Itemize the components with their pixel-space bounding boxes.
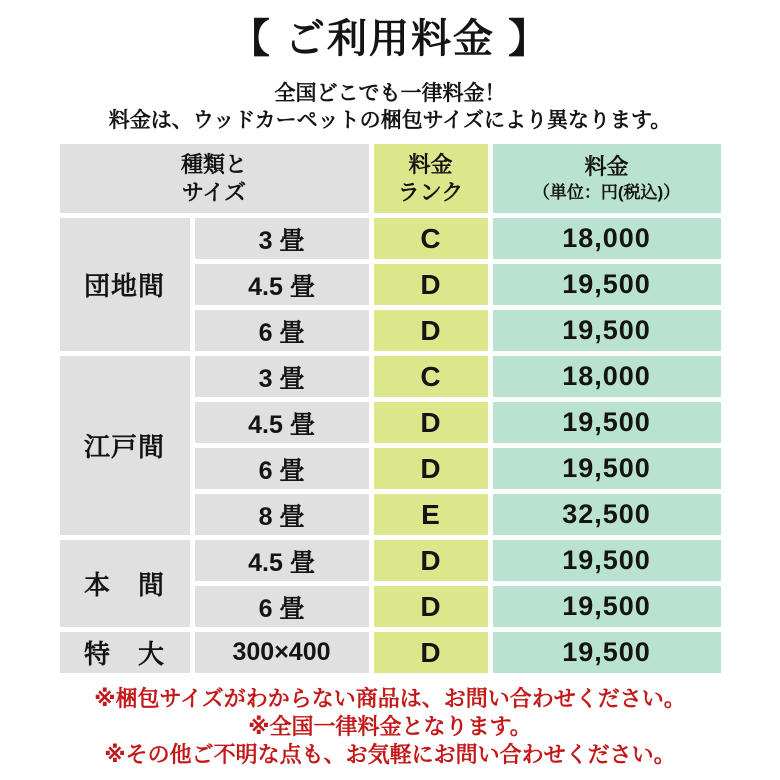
price-cell: 18,000 xyxy=(493,356,721,397)
header-price-line1: 料金 xyxy=(584,153,629,179)
size-cell: 4.5 畳 xyxy=(195,540,369,581)
rank-cell: D xyxy=(374,586,488,627)
note-line-2: ※全国一律料金となります。 xyxy=(248,714,532,739)
size-cell: 8 畳 xyxy=(195,494,369,535)
header-cell-type-size xyxy=(60,144,369,213)
rank-cell: D xyxy=(374,632,488,673)
price-cell: 19,500 xyxy=(493,448,721,489)
header-type-line1: 種類と xyxy=(180,151,247,177)
price-table xyxy=(60,144,721,673)
note-line-1: ※梱包サイズがわからない商品は、お問い合わせください。 xyxy=(94,686,686,711)
price-cell: 32,500 xyxy=(493,494,721,535)
rank-cell: D xyxy=(374,402,488,443)
header-cell-rank xyxy=(374,144,488,213)
price-cell: 19,500 xyxy=(493,632,721,673)
page-title: 【 ご利用料金 】 xyxy=(229,17,551,61)
price-cell: 19,500 xyxy=(493,310,721,351)
rank-cell: D xyxy=(374,448,488,489)
size-cell: 4.5 畳 xyxy=(195,264,369,305)
price-cell: 19,500 xyxy=(493,586,721,627)
price-cell: 19,500 xyxy=(493,264,721,305)
group-cell-honma: 本 間 xyxy=(60,540,190,627)
rank-cell: D xyxy=(374,264,488,305)
rank-cell: D xyxy=(374,310,488,351)
header-type-line2: サイズ xyxy=(181,179,247,205)
size-cell: 4.5 畳 xyxy=(195,402,369,443)
subtitle-line-1: 全国どこでも一律料金！ xyxy=(274,82,506,105)
header-rank-line1: 料金 xyxy=(408,151,453,177)
size-cell: 3 畳 xyxy=(195,218,369,259)
header-rank-line2: ランク xyxy=(397,179,464,205)
size-cell: 3 畳 xyxy=(195,356,369,397)
price-cell: 18,000 xyxy=(493,218,721,259)
header-price-line2: （単位：円(税込)） xyxy=(532,182,681,202)
subtitle xyxy=(0,80,780,134)
note-line-3: ※その他ご不明な点も、お気軽にお問い合わせください。 xyxy=(104,742,676,767)
notes xyxy=(0,685,780,769)
subtitle-line-2: 料金は、ウッドカーペットの梱包サイズにより異なります。 xyxy=(108,109,672,132)
size-cell: 6 畳 xyxy=(195,310,369,351)
price-cell: 19,500 xyxy=(493,402,721,443)
size-cell: 6 畳 xyxy=(195,586,369,627)
header-cell-price xyxy=(493,144,721,213)
rank-cell: D xyxy=(374,540,488,581)
rank-cell: C xyxy=(374,356,488,397)
size-cell: 300×400 xyxy=(195,632,369,673)
rank-cell: E xyxy=(374,494,488,535)
size-cell: 6 畳 xyxy=(195,448,369,489)
price-cell: 19,500 xyxy=(493,540,721,581)
rank-cell: C xyxy=(374,218,488,259)
group-cell-danchima: 団地間 xyxy=(60,218,190,351)
group-cell-tokudai: 特 大 xyxy=(60,632,190,673)
group-cell-edoma: 江戸間 xyxy=(60,356,190,535)
